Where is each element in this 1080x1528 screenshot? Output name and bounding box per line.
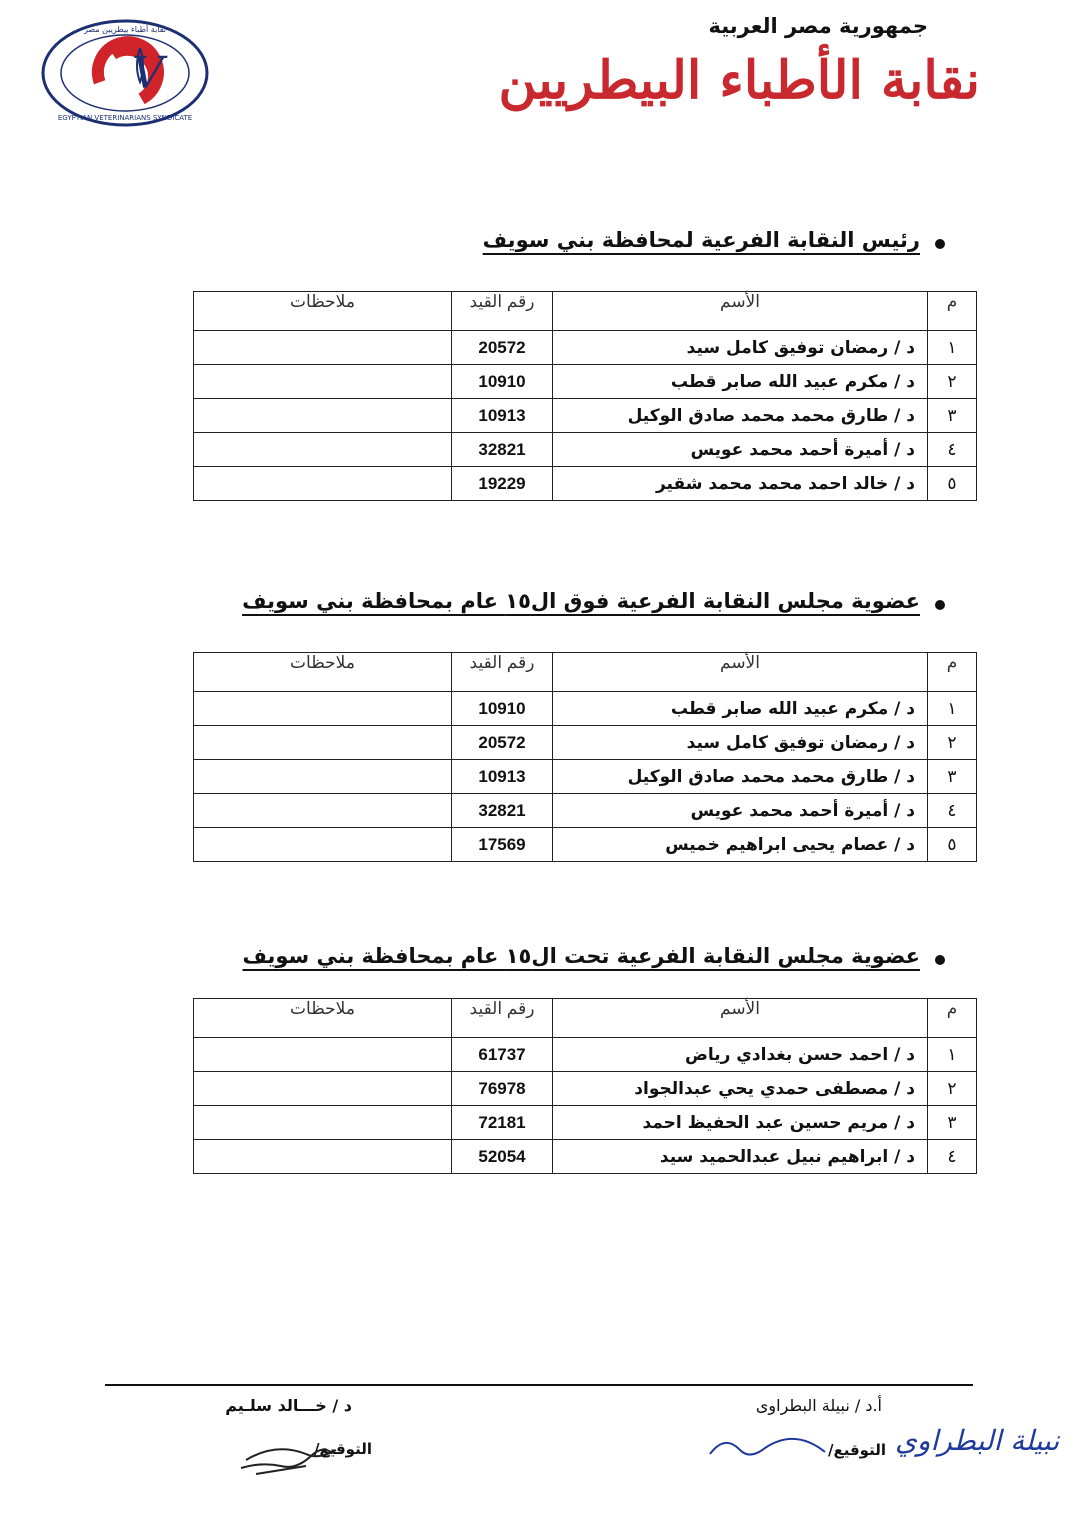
table-row <box>194 794 977 828</box>
row-name: د / ابراهيم نبيل عبدالحميد سيد <box>553 1140 928 1174</box>
row-name: د / احمد حسن بغدادي رياض <box>553 1038 928 1072</box>
row-name: د / أميرة أحمد محمد عويس <box>553 794 928 828</box>
left-handwritten-signature <box>236 1430 346 1480</box>
row-name: د / طارق محمد محمد صادق الوكيل <box>553 399 928 433</box>
row-notes <box>194 1140 452 1174</box>
row-notes <box>194 794 452 828</box>
row-name: د / أميرة أحمد محمد عويس <box>553 433 928 467</box>
table-row <box>194 1106 977 1140</box>
left-signatory-name: د / خـــالد سلـيم <box>225 1396 352 1415</box>
row-reg: 10910 <box>452 365 553 399</box>
row-reg: 76978 <box>452 1072 553 1106</box>
row-notes <box>194 726 452 760</box>
row-num: ٥ <box>928 467 977 501</box>
table-header-row <box>194 999 977 1038</box>
row-reg: 32821 <box>452 794 553 828</box>
col-reg-header: رقم القيد <box>452 292 553 331</box>
table-row <box>194 467 977 501</box>
row-reg: 20572 <box>452 331 553 365</box>
col-reg-header: رقم القيد <box>452 653 553 692</box>
row-reg: 72181 <box>452 1106 553 1140</box>
bullet <box>935 955 945 965</box>
row-notes <box>194 399 452 433</box>
svg-text:EGYPTIAN VETERINARIANS SYNDICA: EGYPTIAN VETERINARIANS SYNDICATE <box>57 114 193 122</box>
row-reg: 32821 <box>452 433 553 467</box>
table-row <box>194 433 977 467</box>
roster-table-2 <box>193 652 977 862</box>
table-row <box>194 1140 977 1174</box>
row-num: ٢ <box>928 1072 977 1106</box>
col-name-header: الأسم <box>553 292 928 331</box>
table-row <box>194 331 977 365</box>
bullet <box>935 239 945 249</box>
row-name: د / عصام يحيى ابراهيم خميس <box>553 828 928 862</box>
row-notes <box>194 828 452 862</box>
organization-heading: نقابة الأطباء البيطريين <box>498 50 980 111</box>
table-row <box>194 1038 977 1072</box>
table-row <box>194 760 977 794</box>
col-notes-header: ملاحظات <box>194 292 452 331</box>
row-reg: 10913 <box>452 399 553 433</box>
row-notes <box>194 433 452 467</box>
row-num: ١ <box>928 692 977 726</box>
roster-table-3 <box>193 998 977 1174</box>
row-notes <box>194 1106 452 1140</box>
row-notes <box>194 331 452 365</box>
row-notes <box>194 1072 452 1106</box>
row-reg: 10910 <box>452 692 553 726</box>
section-title-1: رئيس النقابة الفرعية لمحافظة بني سويف <box>482 228 920 252</box>
row-notes <box>194 692 452 726</box>
syndicate-logo <box>40 18 210 128</box>
col-name-header: الأسم <box>553 653 928 692</box>
row-num: ٥ <box>928 828 977 862</box>
table-row <box>194 828 977 862</box>
row-num: ١ <box>928 1038 977 1072</box>
col-num-header: م <box>928 999 977 1038</box>
section-title-3: عضوية مجلس النقابة الفرعية تحت ال١٥ عام بمحافظة بني سويف <box>242 944 920 968</box>
left-signature-label: التوقيع/ <box>314 1440 372 1458</box>
right-signature-label: التوقيع/ <box>828 1441 886 1459</box>
svg-text:نبيلة البطراوي: نبيلة البطراوي <box>895 1424 1060 1457</box>
table-header-row <box>194 292 977 331</box>
bullet <box>935 600 945 610</box>
country-heading: جمهورية مصر العربية <box>708 14 928 38</box>
table-row <box>194 1072 977 1106</box>
row-num: ٤ <box>928 1140 977 1174</box>
col-reg-header: رقم القيد <box>452 999 553 1038</box>
row-notes <box>194 1038 452 1072</box>
row-reg: 17569 <box>452 828 553 862</box>
svg-text:V: V <box>132 48 164 99</box>
row-name: د / مصطفى حمدي يحي عبدالجواد <box>553 1072 928 1106</box>
roster-table-1 <box>193 291 977 501</box>
right-handwritten-signature <box>705 1412 1060 1472</box>
row-notes <box>194 467 452 501</box>
row-num: ٤ <box>928 433 977 467</box>
col-num-header: م <box>928 292 977 331</box>
table-row <box>194 365 977 399</box>
right-signatory-name: أ.د / نبيلة البطراوى <box>755 1396 882 1415</box>
col-name-header: الأسم <box>553 999 928 1038</box>
row-num: ٢ <box>928 726 977 760</box>
col-num-header: م <box>928 653 977 692</box>
table-header-row <box>194 653 977 692</box>
row-num: ٣ <box>928 1106 977 1140</box>
row-reg: 19229 <box>452 467 553 501</box>
row-name: د / رمضان توفيق كامل سيد <box>553 331 928 365</box>
row-name: د / خالد احمد محمد محمد شقير <box>553 467 928 501</box>
row-num: ٣ <box>928 760 977 794</box>
row-notes <box>194 760 452 794</box>
col-notes-header: ملاحظات <box>194 653 452 692</box>
row-reg: 61737 <box>452 1038 553 1072</box>
row-reg: 10913 <box>452 760 553 794</box>
row-num: ٤ <box>928 794 977 828</box>
svg-text:نقابة أطباء بيطريين مصر: نقابة أطباء بيطريين مصر <box>83 25 167 34</box>
row-name: د / طارق محمد محمد صادق الوكيل <box>553 760 928 794</box>
row-num: ١ <box>928 331 977 365</box>
row-reg: 52054 <box>452 1140 553 1174</box>
table-row <box>194 692 977 726</box>
col-notes-header: ملاحظات <box>194 999 452 1038</box>
footer-divider <box>105 1384 973 1386</box>
section-title-2: عضوية مجلس النقابة الفرعية فوق ال١٥ عام بمحافظة بني سويف <box>242 589 920 613</box>
table-row <box>194 399 977 433</box>
row-num: ٣ <box>928 399 977 433</box>
row-name: د / مريم حسين عبد الحفيظ احمد <box>553 1106 928 1140</box>
row-name: د / رمضان توفيق كامل سيد <box>553 726 928 760</box>
row-name: د / مكرم عبيد الله صابر قطب <box>553 365 928 399</box>
row-reg: 20572 <box>452 726 553 760</box>
table-row <box>194 726 977 760</box>
row-num: ٢ <box>928 365 977 399</box>
row-notes <box>194 365 452 399</box>
row-name: د / مكرم عبيد الله صابر قطب <box>553 692 928 726</box>
